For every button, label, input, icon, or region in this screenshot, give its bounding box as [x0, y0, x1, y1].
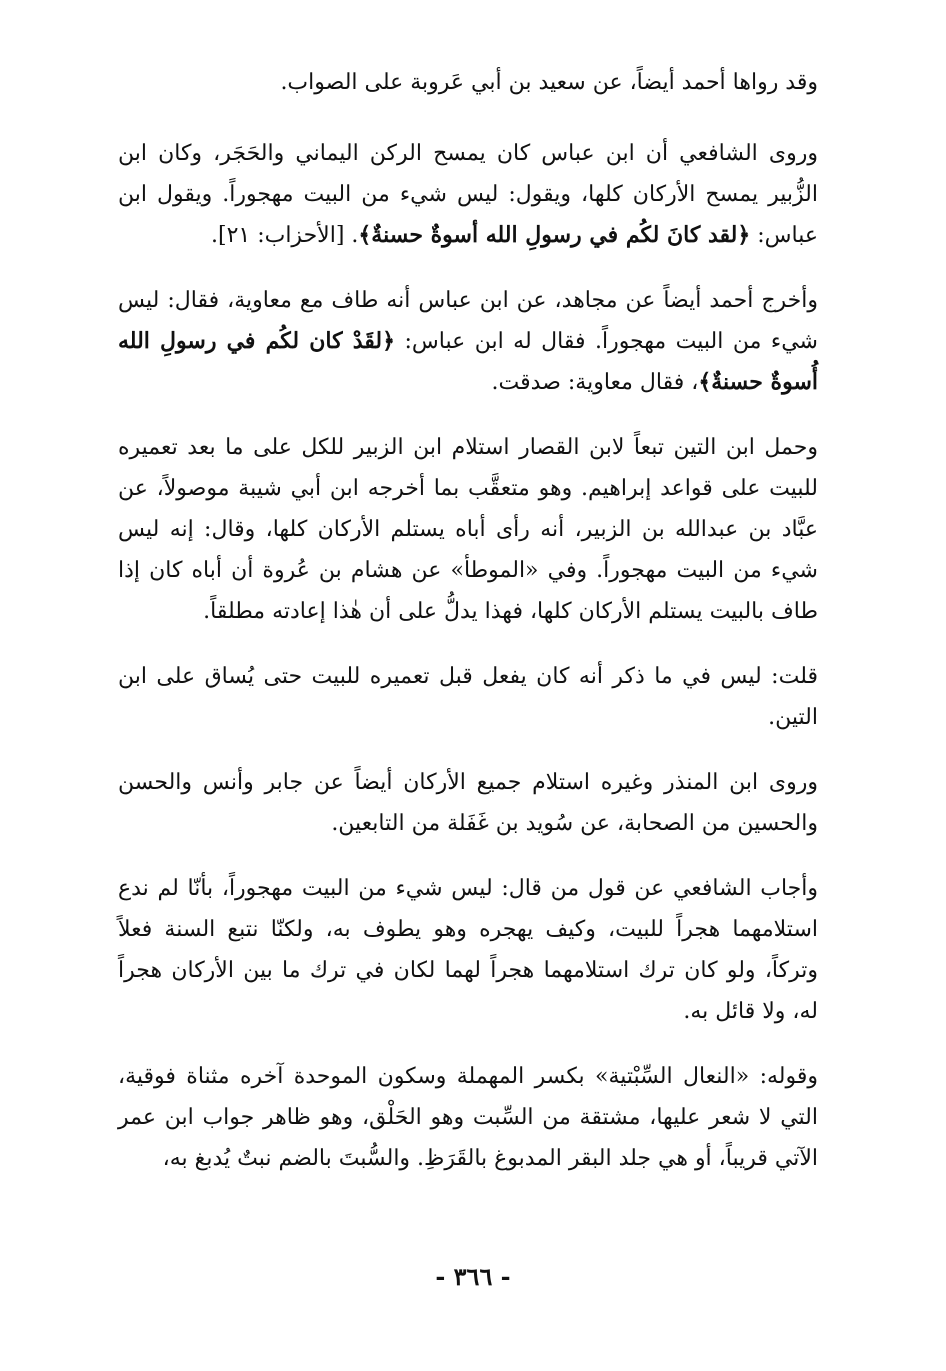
paragraph-4: [118, 427, 818, 632]
paragraph-3: [118, 280, 818, 403]
paragraph-8: [118, 1056, 818, 1179]
paragraph-7-text: وأجاب الشافعي عن قول من قال: ليس شيء من البيت مهجوراً، بأنّا لم ندع استلامهما هجراً للبيت، وكيف يهجره وهو يطوف به، ولكنّا نتبع السنة فعلاً وتركاً، ولو كان ترك استلامهما هجراً لهما لكان في ترك ما بين الأركان هجراً له، ولا قائل به.: [118, 876, 818, 1024]
page-body: [118, 62, 818, 1203]
paragraph-8-text: وقوله: «النعال السِّبْتية» بكسر المهملة وسكون الموحدة آخره مثناة فوقية، التي لا شعر عليها، مشتقة من السِّبت وهو الحَلْق، وهو ظاهر جواب ابن عمر الآتي قريباً، أو هي جلد البقر المدبوغ بالقَرَظِ. والسُّبتَ بالضم نبتٌ يُدبغ به،: [118, 1064, 818, 1171]
paragraph-2-text-before: وروى الشافعي أن ابن عباس كان يمسح الركن اليماني والحَجَر، وكان ابن الزُّبير يمسح الأركان كلها، ويقول: ليس شيء من البيت مهجوراً. ويقول ابن عباس:: [118, 141, 818, 248]
paragraph-1-text: وقد رواها أحمد أيضاً، عن سعيد بن أبي عَروبة على الصواب.: [280, 70, 818, 95]
paragraph-1: [118, 62, 818, 103]
paragraph-3-text-after: ، فقال معاوية: صدقت.: [491, 370, 699, 395]
paragraph-4-text: وحمل ابن التين تبعاً لابن القصار استلام ابن الزبير للكل على ما بعد تعميره للبيت على قواعد إبراهيم. وهو متعقَّب بما أخرجه ابن أبي شيبة موصولاً، عن عبَّاد بن عبدالله بن الزبير، أنه رأى أباه يستلم الأركان كلها، وقال: إنه ليس شيء من البيت مهجوراً. وفي «الموطأ» عن هشام بن عُروة أن أباه كان إذا طاف بالبيت يستلم الأركان كلها، فهذا يدلُّ على أن هٰذا إعادته مطلقاً.: [118, 435, 818, 624]
page-number: - ٣٦٦ -: [435, 1262, 511, 1291]
paragraph-3-text-before: وأخرج أحمد أيضاً عن مجاهد، عن ابن عباس أنه طاف مع معاوية، فقال: ليس شيء من البيت مهجوراً. فقال له ابن عباس:: [118, 288, 818, 354]
paragraph-2-text-after: . [الأحزاب: ٢١].: [210, 223, 359, 248]
paragraph-2: [118, 133, 818, 256]
paragraph-6: [118, 762, 818, 844]
paragraph-5-text: قلت: ليس في ما ذكر أنه كان يفعل قبل تعميره للبيت حتى يُساق على ابن التين.: [118, 664, 818, 730]
quran-verse: ﴿لقَدْ كان لكُم في رسولِ الله أُسوةٌ حسنةٌ﴾: [118, 328, 818, 395]
paragraph-7: [118, 868, 818, 1032]
paragraph-5: [118, 656, 818, 738]
paragraph-6-text: وروى ابن المنذر وغيره استلام جميع الأركان أيضاً عن جابر وأنس والحسن والحسين من الصحابة، عن سُويد بن غَفَلة من التابعين.: [118, 770, 818, 836]
quran-verse: ﴿لقد كانَ لكُم في رسولِ الله أسوةٌ حسنةٌ﴾: [358, 222, 751, 248]
